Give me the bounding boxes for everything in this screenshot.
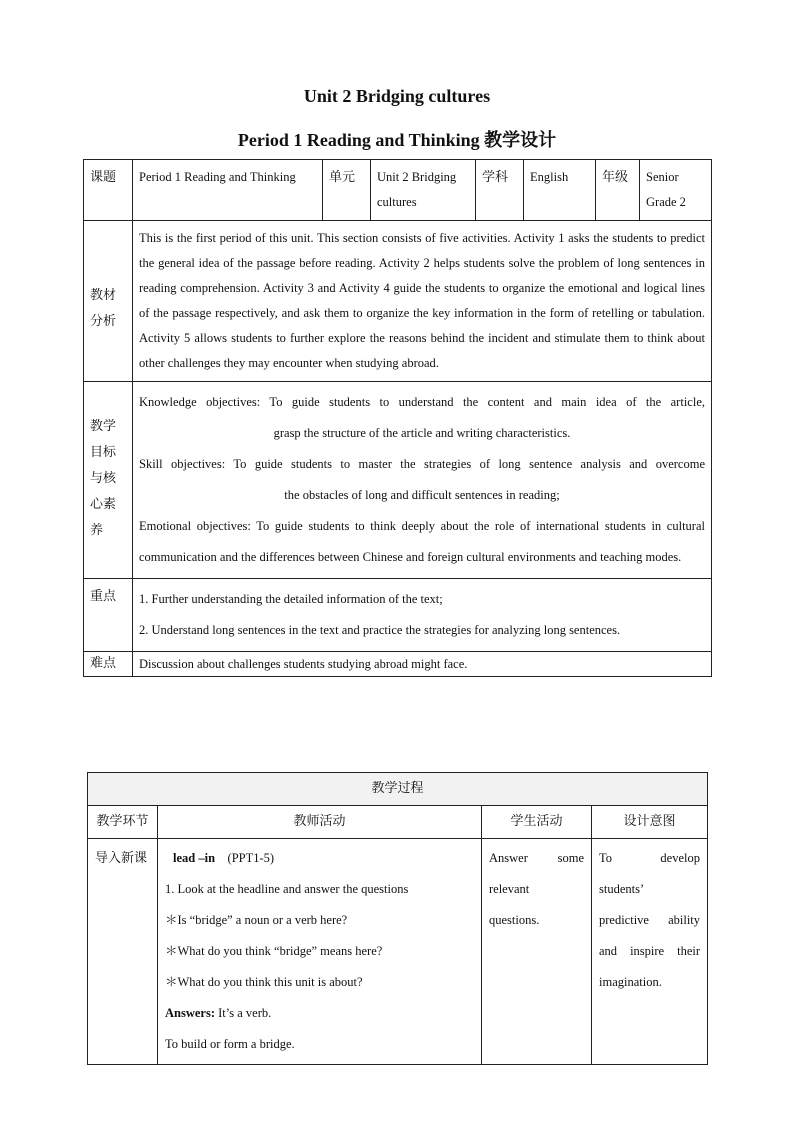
process-header-row <box>88 773 708 806</box>
info-row-analysis <box>84 221 712 382</box>
knowledge-objective-line2: grasp the structure of the article and writing characteristics. <box>273 426 571 440</box>
col-purpose: 设计意图 <box>592 806 708 839</box>
student-activity <box>482 839 592 1065</box>
teaching-process-table <box>87 772 708 1065</box>
process-column-row <box>88 806 708 839</box>
skill-objective-line2: the obstacles of long and difficult sentences in reading; <box>284 488 560 502</box>
topic-value: Period 1 Reading and Thinking <box>133 160 323 221</box>
purpose-line-3: predictive ability <box>599 913 701 927</box>
info-row-difficult <box>84 652 712 677</box>
subject-label: 学科 <box>476 160 524 221</box>
answers-line <box>165 998 474 1029</box>
topic-label: 课题 <box>84 160 133 221</box>
teacher-line-3: ＊What do you think “bridge” means here? <box>165 944 383 958</box>
analysis-text: This is the first period of this unit. This section consists of five activities. Activity 1 asks the students to predict the general idea of the passage before reading. Activity 2 helps students solve the problem of long sentences in reading comprehension. Activity 3 and Activity 4 guide the students to organize the emotional and logical lines of the passage respectively, and ask them to organize the key information in the form of retelling or tabulation. Activity 5 allows students to further explore the reasons behind the incident and stimulate them to think about other challenges they may encounter when studying abroad. <box>133 221 712 382</box>
col-stage: 教学环节 <box>88 806 158 839</box>
skill-objective-line1: Skill objectives: To guide students to master the strategies of long sentence analysis and overcome <box>139 457 705 471</box>
knowledge-objective-line1: Knowledge objectives: To guide students to understand the content and main idea of the article, <box>139 395 705 409</box>
emotional-objective: Emotional objectives: To guide students to think deeply about the role of international students in cultural communication and the differences between Chinese and foreign cultural environments and teaching modes. <box>139 519 705 564</box>
student-line-1: Answer some <box>489 851 584 865</box>
document-subtitle: Period 1 Reading and Thinking 教学设计 <box>237 130 557 150</box>
difficult-text: Discussion about challenges students studying abroad might face. <box>133 652 712 677</box>
key-point-2: 2. Understand long sentences in the text and practice the strategies for analyzing long sentences. <box>139 623 621 637</box>
analysis-label: 教材分析 <box>84 221 133 382</box>
purpose-line-4: and inspire their <box>599 944 701 958</box>
key-point-1: 1. Further understanding the detailed information of the text; <box>139 592 443 606</box>
answers-text: It’s a verb. <box>218 1006 272 1020</box>
process-header: 教学过程 <box>88 773 708 806</box>
design-purpose <box>592 839 708 1065</box>
col-teacher: 教师活动 <box>158 806 482 839</box>
objectives-label: 教学目标与核心素养 <box>84 382 133 579</box>
teacher-line-2: ＊Is “bridge” a noun or a verb here? <box>165 913 348 927</box>
teacher-line-1: 1. Look at the headline and answer the questions <box>165 882 409 896</box>
stage-name: 导入新课 <box>88 839 158 1065</box>
student-line-3: questions. <box>489 913 540 927</box>
info-row-objectives <box>84 382 712 579</box>
info-row-key-points <box>84 579 712 652</box>
purpose-line-1: To develop <box>599 851 701 865</box>
key-points-label: 重点 <box>84 579 133 652</box>
answer-line-2: To build or form a bridge. <box>165 1037 295 1051</box>
grade-value: Senior Grade 2 <box>640 160 712 221</box>
col-student: 学生活动 <box>482 806 592 839</box>
difficult-label: 难点 <box>84 652 133 677</box>
lesson-info-table <box>83 159 712 677</box>
subject-value: English <box>524 160 596 221</box>
unit-label: 单元 <box>323 160 371 221</box>
info-row-header <box>84 160 712 221</box>
lead-in-ppt: (PPT1-5) <box>227 851 275 865</box>
objectives-cell <box>133 382 712 579</box>
grade-label: 年级 <box>596 160 640 221</box>
key-points-cell <box>133 579 712 652</box>
answers-label: Answers: <box>165 1006 215 1020</box>
lead-in-line <box>165 843 474 874</box>
unit-value: Unit 2 Bridging cultures <box>371 160 476 221</box>
student-line-2: relevant <box>489 882 530 896</box>
process-row-lead-in <box>88 839 708 1065</box>
lead-in-title: lead –in <box>173 851 216 865</box>
purpose-line-5: imagination. <box>599 975 662 989</box>
purpose-line-2: students’ <box>599 882 645 896</box>
teacher-line-4: ＊What do you think this unit is about? <box>165 975 363 989</box>
document-title: Unit 2 Bridging cultures <box>303 86 491 106</box>
teacher-activity <box>158 839 482 1065</box>
